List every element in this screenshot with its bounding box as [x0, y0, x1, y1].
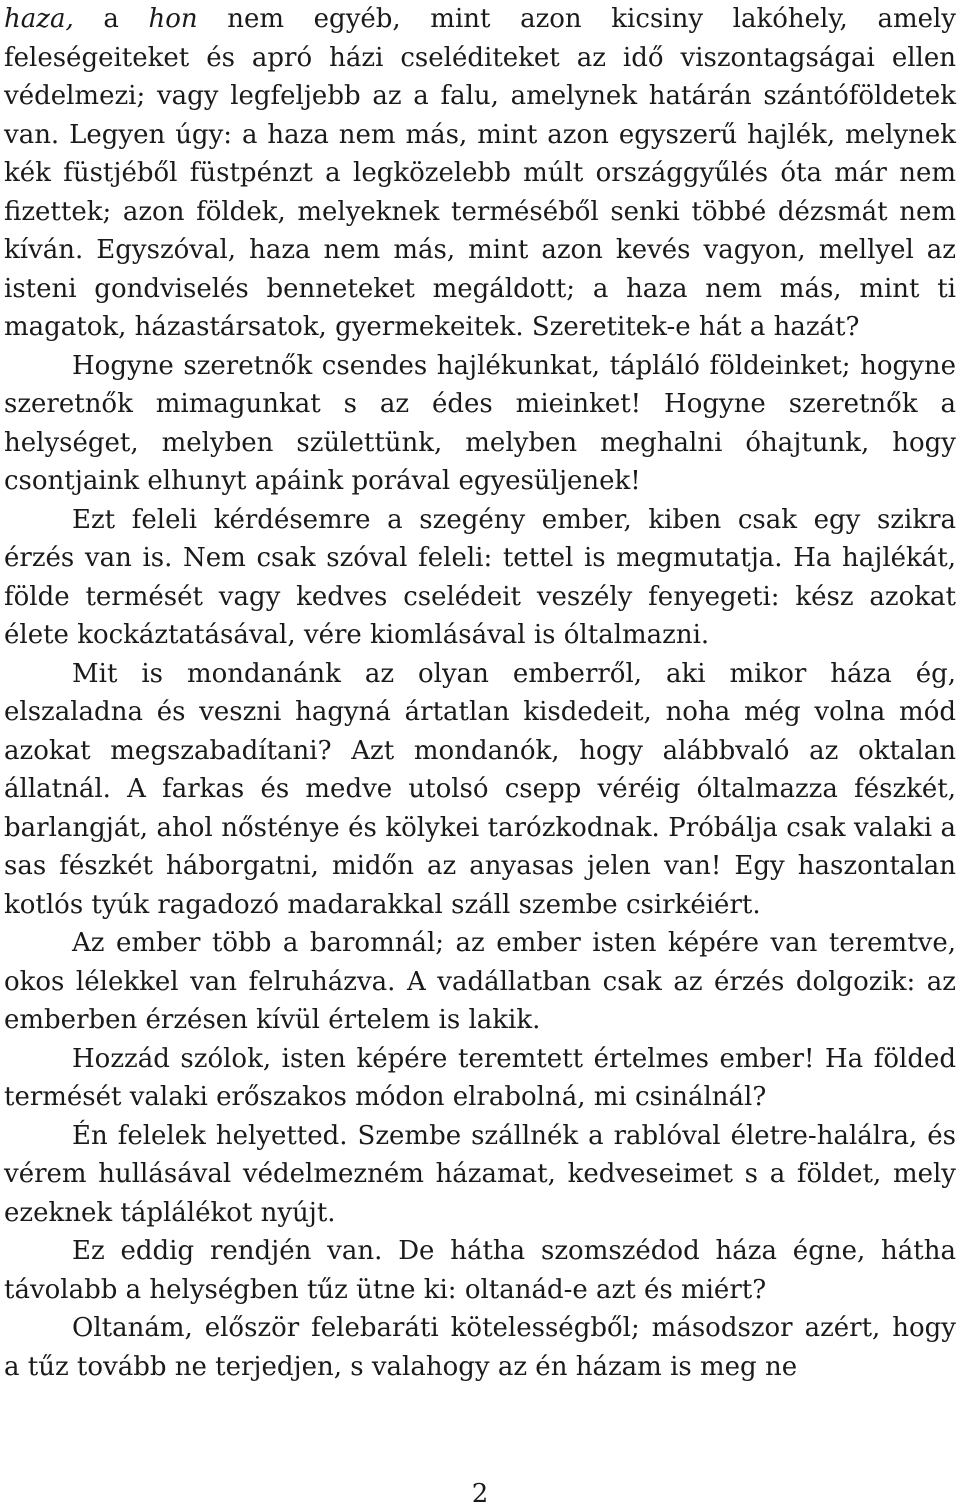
- paragraph-text: Ez eddig rendjén van. De hátha szomszédod háza égne, hátha távolabb a helységben tűz ütne ki: oltanád-e azt és miért?: [4, 1236, 956, 1305]
- document-page: [4, 0, 956, 1386]
- paragraph-4: [4, 655, 956, 925]
- paragraph-2: [4, 347, 956, 501]
- paragraph-text: Az ember több a baromnál; az ember isten képére van teremtve, okos lélekkel van felruházva. A vadállatban csak az érzés dolgozik: az emberben érzésen kívül értelem is lakik.: [4, 928, 956, 1035]
- paragraph-text: Hozzád szólok, isten képére teremtett értelmes ember! Ha földed termését valaki erőszakos módon elrabolná, mi csinálnál?: [4, 1043, 956, 1112]
- paragraph-text: Hogyne szeretnők csendes hajlékunkat, tápláló földeinket; hogyne szeretnők mimagunkat s az édes mieinket! Hogyne szeretnők a helységet, melyben születtünk, melyben meghalni óhajtunk, hogy csontjaink elhunyt apáink porával egyesüljenek!: [4, 350, 956, 496]
- paragraph-3: [4, 501, 956, 655]
- paragraph-7: [4, 1117, 956, 1233]
- paragraph-5: [4, 924, 956, 1040]
- paragraph-text: Én felelek helyetted. Szembe szállnék a rablóval életre-halálra, és vérem hullásával védelmezném házamat, kedveseimet s a földet, mely ezeknek táplálékot nyújt.: [4, 1120, 956, 1228]
- paragraph-text-connector: a: [73, 4, 149, 34]
- paragraph-9: [4, 1309, 956, 1386]
- paragraph-6: [4, 1040, 956, 1117]
- paragraph-text: nem egyéb, mint azon kicsiny lakóhely, amely feleségeiteket és apró házi cseléditeket az idő viszontagságai ellen védelmezi; vagy legfeljebb az a falu, amelynek határán szántóföldetek van. Legyen úgy: a haza nem más, mint azon egyszerű hajlék, melynek kék füstjéből füstpénzt a legközelebb múlt országgyűlés óta már nem fizettek; azon földek, melyeknek terméséből senki többé dézsmát nem kíván. Egyszóval, haza nem más, mint azon kevés vagyon, mellyel az isteni gondviselés benneteket megáldott; a haza nem más, mint ti magatok, házastársatok, gyermekeitek. Szeretitek-e hát a hazát?: [4, 4, 956, 342]
- italic-term-hon: hon: [148, 4, 198, 34]
- page-number: 2: [471, 1479, 489, 1509]
- paragraph-8: [4, 1232, 956, 1309]
- italic-term-haza: haza,: [4, 4, 74, 34]
- paragraph-text: Oltanám, először felebaráti kötelességből; másodszor azért, hogy a tűz tovább ne terjedjen, s valahogy az én házam is meg ne: [4, 1313, 956, 1382]
- paragraph-1: [4, 0, 956, 347]
- paragraph-text: Mit is mondanánk az olyan emberről, aki mikor háza ég, elszaladna és veszni hagyná ártatlan kisdedeit, noha még volna mód azokat megszabadítani? Azt mondanók, hogy alábbvaló az oktalan állatnál. A farkas és medve utolsó csepp véréig óltalmazza fészkét, barlangját, ahol nősténye és kölykei tarózkodnak. Próbálja csak valaki a sas fészkét háborgatni, midőn az anyasas jelen van! Egy haszontalan kotlós tyúk ragadozó madarakkal száll szembe csirkéiért.: [4, 658, 956, 920]
- paragraph-text: Ezt feleli kérdésemre a szegény ember, kiben csak egy szikra érzés van is. Nem csak szóval feleli: tettel is megmutatja. Ha hajlékát, földe termését vagy kedves cselédeit veszély fenyegeti: kész azokat élete kockáztatásával, vére kiomlásával is óltalmazni.: [4, 504, 956, 650]
